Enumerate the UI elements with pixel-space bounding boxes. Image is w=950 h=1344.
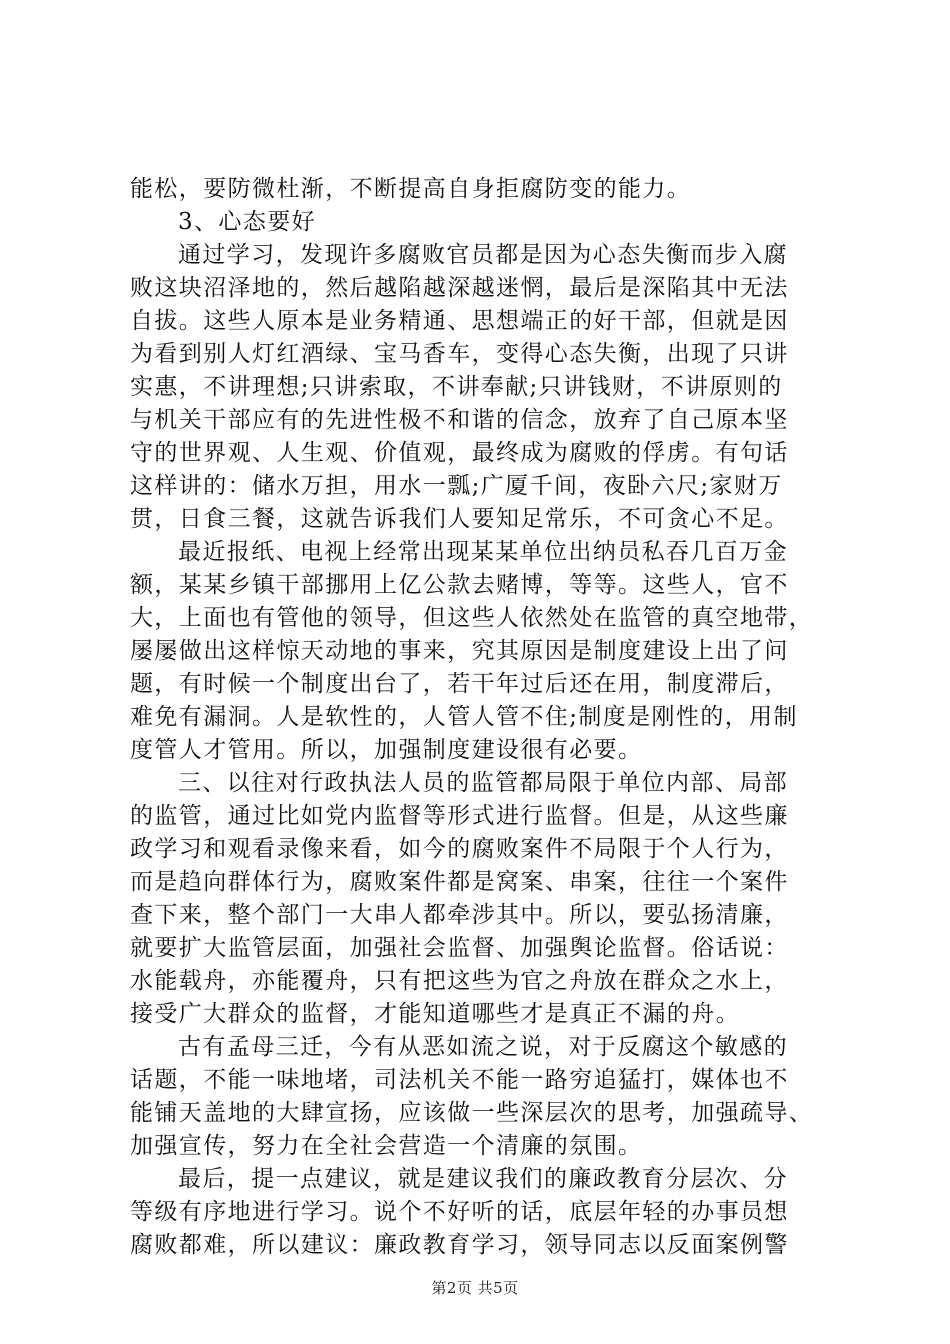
text-line: 额，某某乡镇干部挪用上亿公款去赌博，等等。这些人，官不	[130, 572, 789, 598]
text-line: 屡屡做出这样惊天动地的事来，究其原因是制度建设上出了问	[130, 638, 789, 664]
text-line: 就要扩大监管层面，加强社会监督、加强舆论监督。俗话说：	[130, 935, 789, 961]
text-line: 加强宣传，努力在全社会营造一个清廉的氛围。	[130, 1133, 643, 1159]
page-number-footer: 第2页 共5页	[431, 1279, 519, 1297]
document-body	[130, 173, 830, 1262]
text-line: 接受广大群众的监督，才能知道哪些才是真正不漏的舟。	[130, 1001, 740, 1027]
section-heading: 3、心态要好	[178, 209, 317, 235]
text-line: 守的世界观、人生观、价值观，最终成为腐败的俘虏。有句话	[130, 440, 789, 466]
text-line: 败这块沼泽地的，然后越陷越深越迷惘，最后是深陷其中无法	[130, 275, 789, 301]
text-line: 难免有漏洞。人是软性的，人管人管不住;制度是刚性的，用制	[130, 704, 798, 730]
text-line: 而是趋向群体行为，腐败案件都是窝案、串案，往往一个案件	[130, 869, 789, 895]
text-line: 贯，日食三餐，这就告诉我们人要知足常乐，不可贪心不足。	[130, 506, 789, 532]
text-line: 话题，不能一味地堵，司法机关不能一路穷追猛打，媒体也不	[130, 1067, 789, 1093]
text-line: 这样讲的：储水万担，用水一瓢;广厦千间，夜卧六尺;家财万	[130, 473, 783, 499]
text-line: 腐败都难，所以建议：廉政教育学习，领导同志以反面案例警	[130, 1232, 789, 1258]
text-line: 的监管，通过比如党内监督等形式进行监督。但是，从这些廉	[130, 803, 789, 829]
text-line: 实惠，不讲理想;只讲索取，不讲奉献;只讲钱财，不讲原则的	[130, 374, 783, 400]
text-line: 能铺天盖地的大肆宣扬，应该做一些深层次的思考，加强疏导、	[130, 1100, 814, 1126]
paragraph-start-line: 古有孟母三迁，今有从恶如流之说，对于反腐这个敏感的	[178, 1034, 788, 1060]
paragraph-start-line: 最近报纸、电视上经常出现某某单位出纳员私吞几百万金	[178, 539, 788, 565]
text-line: 自拔。这些人原本是业务精通、思想端正的好干部，但就是因	[130, 308, 789, 334]
text-line: 能松，要防微杜渐，不断提高自身拒腐防变的能力。	[130, 176, 692, 202]
paragraph-start-line: 最后，提一点建议，就是建议我们的廉政教育分层次、分	[178, 1166, 788, 1192]
text-line: 政学习和观看录像来看，如今的腐败案件不局限于个人行为，	[130, 836, 789, 862]
text-line: 水能载舟，亦能覆舟，只有把这些为官之舟放在群众之水上，	[130, 968, 789, 994]
text-line: 与机关干部应有的先进性极不和谐的信念，放弃了自己原本坚	[130, 407, 789, 433]
paragraph-start-line: 三、以往对行政执法人员的监管都局限于单位内部、局部	[178, 770, 788, 796]
text-line: 为看到别人灯红酒绿、宝马香车，变得心态失衡，出现了只讲	[130, 341, 789, 367]
text-line: 度管人才管用。所以，加强制度建设很有必要。	[130, 737, 643, 763]
text-line: 查下来，整个部门一大串人都牵涉其中。所以，要弘扬清廉，	[130, 902, 789, 928]
text-line: 题，有时候一个制度出台了，若干年过后还在用，制度滞后，	[130, 671, 789, 697]
text-line: 大，上面也有管他的领导，但这些人依然处在监管的真空地带，	[130, 605, 814, 631]
text-line: 等级有序地进行学习。说个不好听的话，底层年轻的办事员想	[130, 1199, 789, 1225]
paragraph-start-line: 通过学习，发现许多腐败官员都是因为心态失衡而步入腐	[178, 242, 788, 268]
